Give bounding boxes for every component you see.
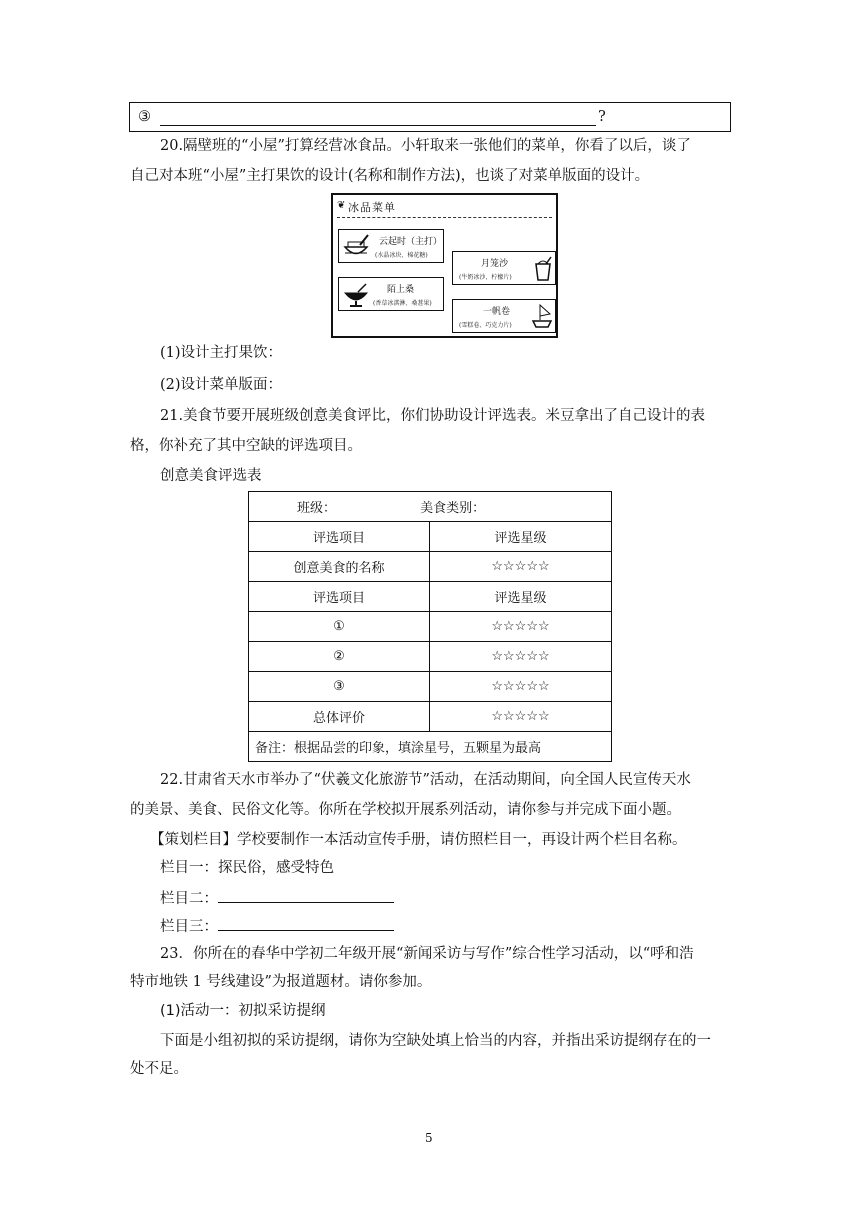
q20-sub1: (1)设计主打果饮： (160, 345, 283, 361)
column-2-label: 栏目二： (160, 891, 218, 907)
table-note-row (249, 732, 612, 762)
column-1: 栏目一：探民俗，感受特色 (160, 860, 334, 876)
star-rating[interactable]: ☆☆☆☆☆ (430, 612, 612, 642)
table-header-row (249, 492, 612, 522)
menu-title: 冰品菜单 (348, 201, 396, 214)
table-row (249, 612, 612, 642)
menu-item-name: 云起时（主打） (379, 237, 443, 247)
menu-item (452, 251, 556, 285)
star-rating[interactable]: ☆☆☆☆☆ (430, 672, 612, 702)
table-cell: 评选项目 (249, 522, 430, 552)
menu-item-desc: (水晶冰块、棉花糖) (375, 252, 428, 259)
q21-line1: 21.美食节要开展班级创意美食评比，你们协助设计评选表。米豆拿出了自己设计的表 (160, 408, 706, 424)
leaf-icon: ❦ (337, 200, 346, 211)
table-title: 创意美食评选表 (160, 468, 262, 484)
table-cell: 评选星级 (430, 582, 612, 612)
table-row (249, 702, 612, 732)
table-row (249, 582, 612, 612)
column-3-row (160, 914, 394, 937)
q23-line2: 特市地铁 1 号线建设”为报道题材。请你参加。 (130, 974, 432, 990)
star-rating[interactable]: ☆☆☆☆☆ (430, 552, 612, 582)
cup-icon (533, 256, 553, 282)
q20-sub2: (2)设计菜单版面： (160, 377, 283, 393)
q20-line2: 自己对本班“小屋”主打果饮的设计(名称和制作方法)，也谈了对菜单版面的设计。 (130, 168, 650, 184)
table-cell: 评选项目 (249, 582, 430, 612)
q22-line1: 22.甘肃省天水市举办了“伏羲文化旅游节”活动，在活动期间，向全国人民宣传天水 (160, 772, 691, 788)
column-2-row (160, 886, 394, 909)
q21-line2: 格，你补充了其中空缺的评选项目。 (130, 438, 362, 454)
menu-item-name: 一帆卷 (483, 307, 511, 317)
column-3-label: 栏目三： (160, 919, 218, 935)
q23-line1: 23．你所在的春华中学初二年级开展“新闻采访与写作”综合性学习活动，以“呼和浩 (160, 946, 694, 962)
bowl-with-spoon-icon (342, 233, 370, 260)
star-rating[interactable]: ☆☆☆☆☆ (430, 702, 612, 732)
menu-item-name: 月笼沙 (481, 259, 509, 269)
page-number: 5 (425, 1131, 433, 1145)
table-cell: 评选星级 (430, 522, 612, 552)
section-bracket-title: 【策划栏目】 (150, 832, 237, 848)
menu-divider (337, 217, 552, 218)
blank-item[interactable]: ② (249, 642, 430, 672)
star-rating[interactable]: ☆☆☆☆☆ (430, 642, 612, 672)
q22-line3-text: 学校要制作一本活动宣传手册，请仿照栏目一，再设计两个栏目名称。 (237, 832, 687, 848)
table-row (249, 672, 612, 702)
table-row (249, 522, 612, 552)
answer-box (129, 102, 731, 132)
circle-3-marker: ③ (138, 109, 151, 125)
activity-heading: (1)活动一：初拟采访提纲 (160, 1003, 326, 1019)
column-2-blank[interactable] (218, 886, 394, 903)
bowl-icon (342, 281, 370, 308)
q20-line1: 20.隔壁班的“小屋”打算经营冰食品。小轩取来一张他们的菜单，你看了以后，谈了 (160, 138, 691, 154)
food-type-label: 美食类别： (420, 501, 486, 516)
q22-line3 (150, 830, 687, 850)
menu-item-name: 陌上桑 (387, 285, 415, 295)
menu-item (338, 277, 444, 311)
menu-item-desc: (香草冰淇淋、桑葚果) (373, 300, 432, 307)
blank-item[interactable]: ① (249, 612, 430, 642)
table-note: 备注：根据品尝的印象，填涂星号，五颗星为最高 (255, 741, 542, 756)
menu-item (338, 229, 444, 263)
q23-line3: 下面是小组初拟的采访提纲，请你为空缺处填上恰当的内容，并指出采访提纲存在的一 (160, 1033, 711, 1049)
class-label: 班级： (297, 501, 337, 516)
table-row (249, 642, 612, 672)
column-3-blank[interactable] (218, 914, 394, 931)
menu-image (331, 193, 558, 338)
question-mark: ? (598, 109, 606, 125)
menu-item (452, 299, 556, 333)
evaluation-table (248, 491, 612, 762)
table-row (249, 552, 612, 582)
q22-line2: 的美景、美食、民俗文化等。你所在学校拟开展系列活动，请你参与并完成下面小题。 (130, 802, 681, 818)
table-cell: 总体评价 (249, 702, 430, 732)
q23-line4: 处不足。 (130, 1061, 188, 1077)
boat-icon (531, 302, 553, 330)
menu-item-desc: (雪糕卷、巧克力片) (459, 322, 512, 329)
table-cell: 创意美食的名称 (249, 552, 430, 582)
answer-blank[interactable] (160, 109, 596, 126)
blank-item[interactable]: ③ (249, 672, 430, 702)
menu-item-desc: (牛奶冰沙、柠檬片) (459, 274, 512, 281)
